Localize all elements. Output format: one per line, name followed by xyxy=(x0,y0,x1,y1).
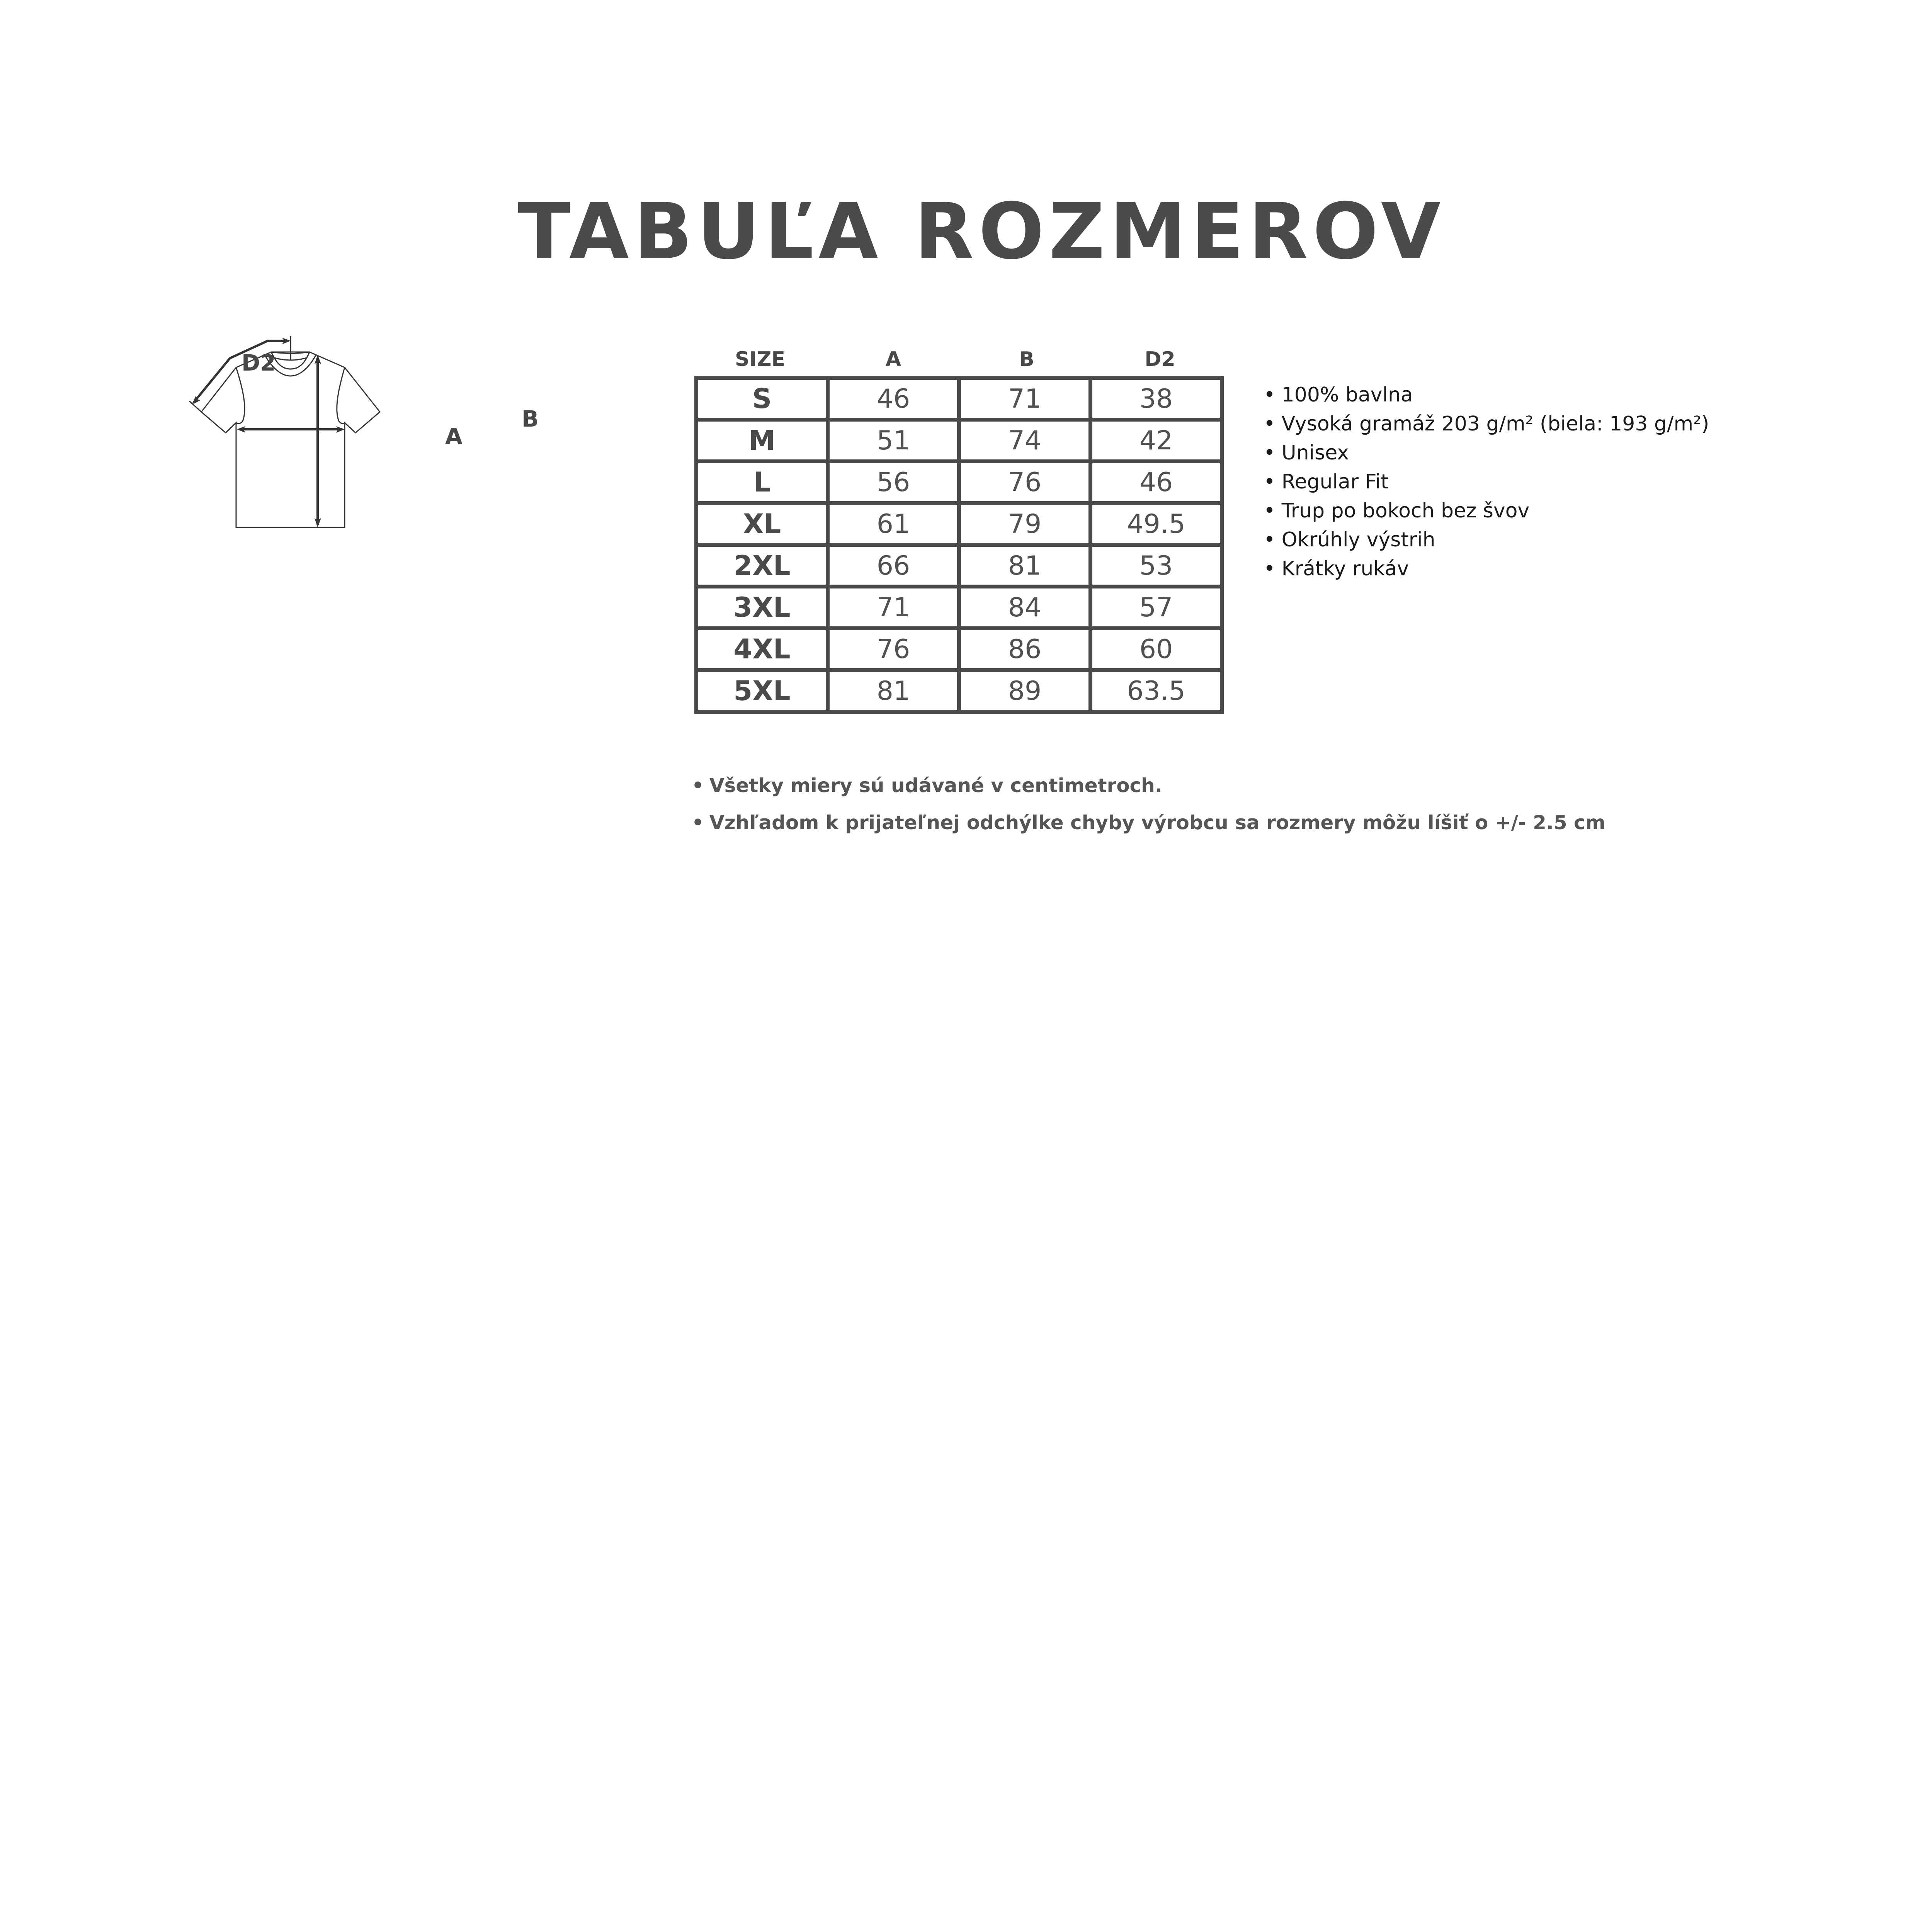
table-row xyxy=(696,587,1222,628)
b-cell: 86 xyxy=(959,628,1090,670)
size-cell: 3XL xyxy=(696,587,828,628)
size-cell: 4XL xyxy=(696,628,828,670)
page-title: TABUĽA ROZMEROV xyxy=(518,187,1446,277)
table-row xyxy=(696,545,1222,587)
size-cell: S xyxy=(696,378,828,420)
header-a: A xyxy=(885,348,901,371)
d2-cell: 49.5 xyxy=(1090,503,1222,545)
b-cell: 79 xyxy=(959,503,1090,545)
note-item: • Vzhľadom k prijateľnej odchýlke chyby výrobcu sa rozmery môžu líšiť o +/- 2.5 cm xyxy=(692,804,1605,841)
feature-item: • Vysoká gramáž 203 g/m² (biela: 193 g/m²) xyxy=(1264,410,1709,439)
table-row xyxy=(696,503,1222,545)
a-label: A xyxy=(445,423,463,449)
d2-cell: 60 xyxy=(1090,628,1222,670)
table-row xyxy=(696,628,1222,670)
table-header xyxy=(694,340,1228,376)
measurement-notes xyxy=(692,767,1605,841)
a-cell: 71 xyxy=(828,587,959,628)
d2-cell: 63.5 xyxy=(1090,670,1222,712)
b-cell: 84 xyxy=(959,587,1090,628)
table-row xyxy=(696,461,1222,503)
header-size: SIZE xyxy=(735,348,786,371)
table-row xyxy=(696,420,1222,461)
b-label: B xyxy=(522,406,539,432)
a-cell: 66 xyxy=(828,545,959,587)
feature-item: • Regular Fit xyxy=(1264,468,1709,497)
b-cell: 71 xyxy=(959,378,1090,420)
d2-label: D2 xyxy=(242,350,276,376)
feature-item: • Trup po bokoch bez švov xyxy=(1264,497,1709,526)
size-cell: L xyxy=(696,461,828,503)
header-b: B xyxy=(1019,348,1034,371)
b-cell: 89 xyxy=(959,670,1090,712)
size-cell: 2XL xyxy=(696,545,828,587)
feature-item: • Krátky rukáv xyxy=(1264,554,1709,583)
feature-item: • Okrúhly výstrih xyxy=(1264,526,1709,554)
size-table xyxy=(694,376,1224,714)
table-row xyxy=(696,378,1222,420)
a-cell: 61 xyxy=(828,503,959,545)
size-cell: XL xyxy=(696,503,828,545)
size-cell: M xyxy=(696,420,828,461)
size-table-wrapper xyxy=(694,340,1228,714)
d2-cell: 46 xyxy=(1090,461,1222,503)
b-cell: 76 xyxy=(959,461,1090,503)
d2-cell: 42 xyxy=(1090,420,1222,461)
table-row xyxy=(696,670,1222,712)
d2-cell: 53 xyxy=(1090,545,1222,587)
d2-cell: 38 xyxy=(1090,378,1222,420)
tshirt-diagram xyxy=(185,332,696,842)
d2-cell: 57 xyxy=(1090,587,1222,628)
a-cell: 81 xyxy=(828,670,959,712)
header-d2: D2 xyxy=(1145,348,1175,371)
feature-item: • 100% bavlna xyxy=(1264,381,1709,410)
feature-item: • Unisex xyxy=(1264,439,1709,468)
tshirt-measurement-icon xyxy=(185,332,696,842)
product-features-list xyxy=(1264,381,1709,583)
b-cell: 81 xyxy=(959,545,1090,587)
a-cell: 46 xyxy=(828,378,959,420)
a-cell: 56 xyxy=(828,461,959,503)
a-cell: 51 xyxy=(828,420,959,461)
size-cell: 5XL xyxy=(696,670,828,712)
note-item: • Všetky miery sú udávané v centimetroch. xyxy=(692,767,1605,804)
b-cell: 74 xyxy=(959,420,1090,461)
a-cell: 76 xyxy=(828,628,959,670)
